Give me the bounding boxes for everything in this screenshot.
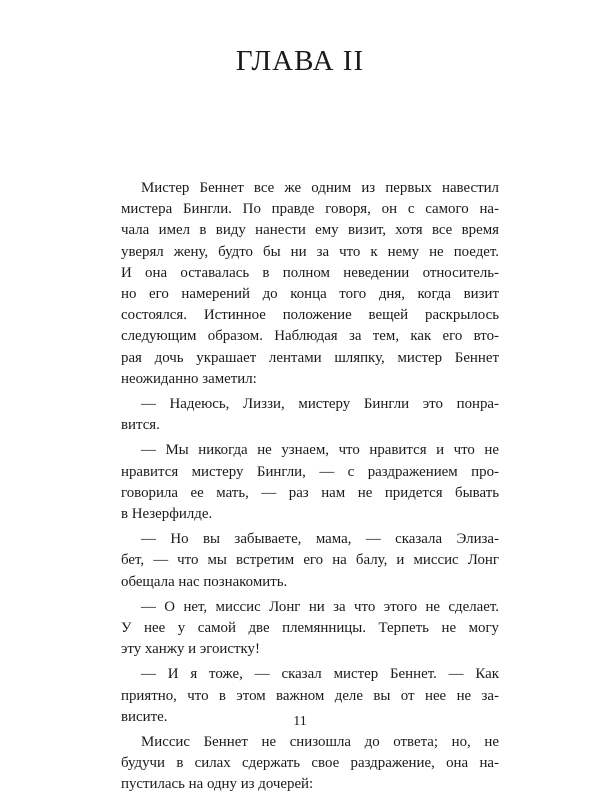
paragraph [121,178,499,390]
text-line: висите. [121,708,168,725]
paragraph [121,732,499,796]
text-line: говорила ее мать, — раз нам не придется бывать [121,484,499,501]
body-text [121,178,499,800]
text-line: нравится мистеру Бингли, — с раздражением про- [121,463,499,480]
text-line: чала имел в виду нанести ему визит, хотя все время [121,222,499,239]
text-line: — Но вы забываете, мама, — сказала Элиза- [141,531,499,548]
text-line: — Надеюсь, Лиззи, мистеру Бингли это понра- [141,396,499,413]
page-number: 11 [293,714,307,729]
text-line: — Мы никогда не узнаем, что нравится и что не [141,442,499,459]
text-line: — И я тоже, — сказал мистер Беннет. — Как [141,666,499,683]
text-line: Мистер Беннет все же одним из первых навестил [141,180,499,196]
paragraph [121,394,499,436]
text-line: неожиданно заметил: [121,370,257,387]
text-line: рая дочь украшает лентами шляпку, мистер Беннет [121,349,499,366]
text-line: в Незерфилде. [121,506,213,523]
paragraph [121,440,499,525]
text-line: — О нет, миссис Лонг ни за что этого не сделает. [141,598,499,615]
text-line: бет, — что мы встретим его на балу, и миссис Лонг [121,552,499,569]
text-line: пустилась на одну из дочерей: [121,776,314,793]
paragraph [121,529,499,593]
chapter-title: ГЛАВА II [235,45,365,77]
text-line: мистера Бингли. По правде говоря, он с самого на- [121,201,499,218]
text-line: уверял жену, будто бы ни за что к нему не поедет. [121,243,499,260]
text-line: состоялся. Истинное положение вещей раскрылось [121,307,499,324]
text-line: вится. [121,417,160,434]
text-line: У нее у самой две племянницы. Терпеть не могу [121,620,499,637]
text-line: будучи в силах сдержать свое раздражение, она на- [121,755,499,772]
text-line: приятно, что в этом важном деле вы от нее не за- [121,687,499,704]
text-line: И она оставалась в полном неведении относитель- [121,264,499,281]
paragraph [121,597,499,661]
text-line: Миссис Беннет не снизошла до ответа; но, не [141,734,499,751]
text-line: но его намерений до конца того дня, когда визит [121,286,499,303]
text-line: обещала нас познакомить. [121,573,288,590]
text-line: эту ханжу и эгоистку! [121,641,260,658]
text-line: следующим образом. Наблюдая за тем, как его вто- [121,328,499,345]
